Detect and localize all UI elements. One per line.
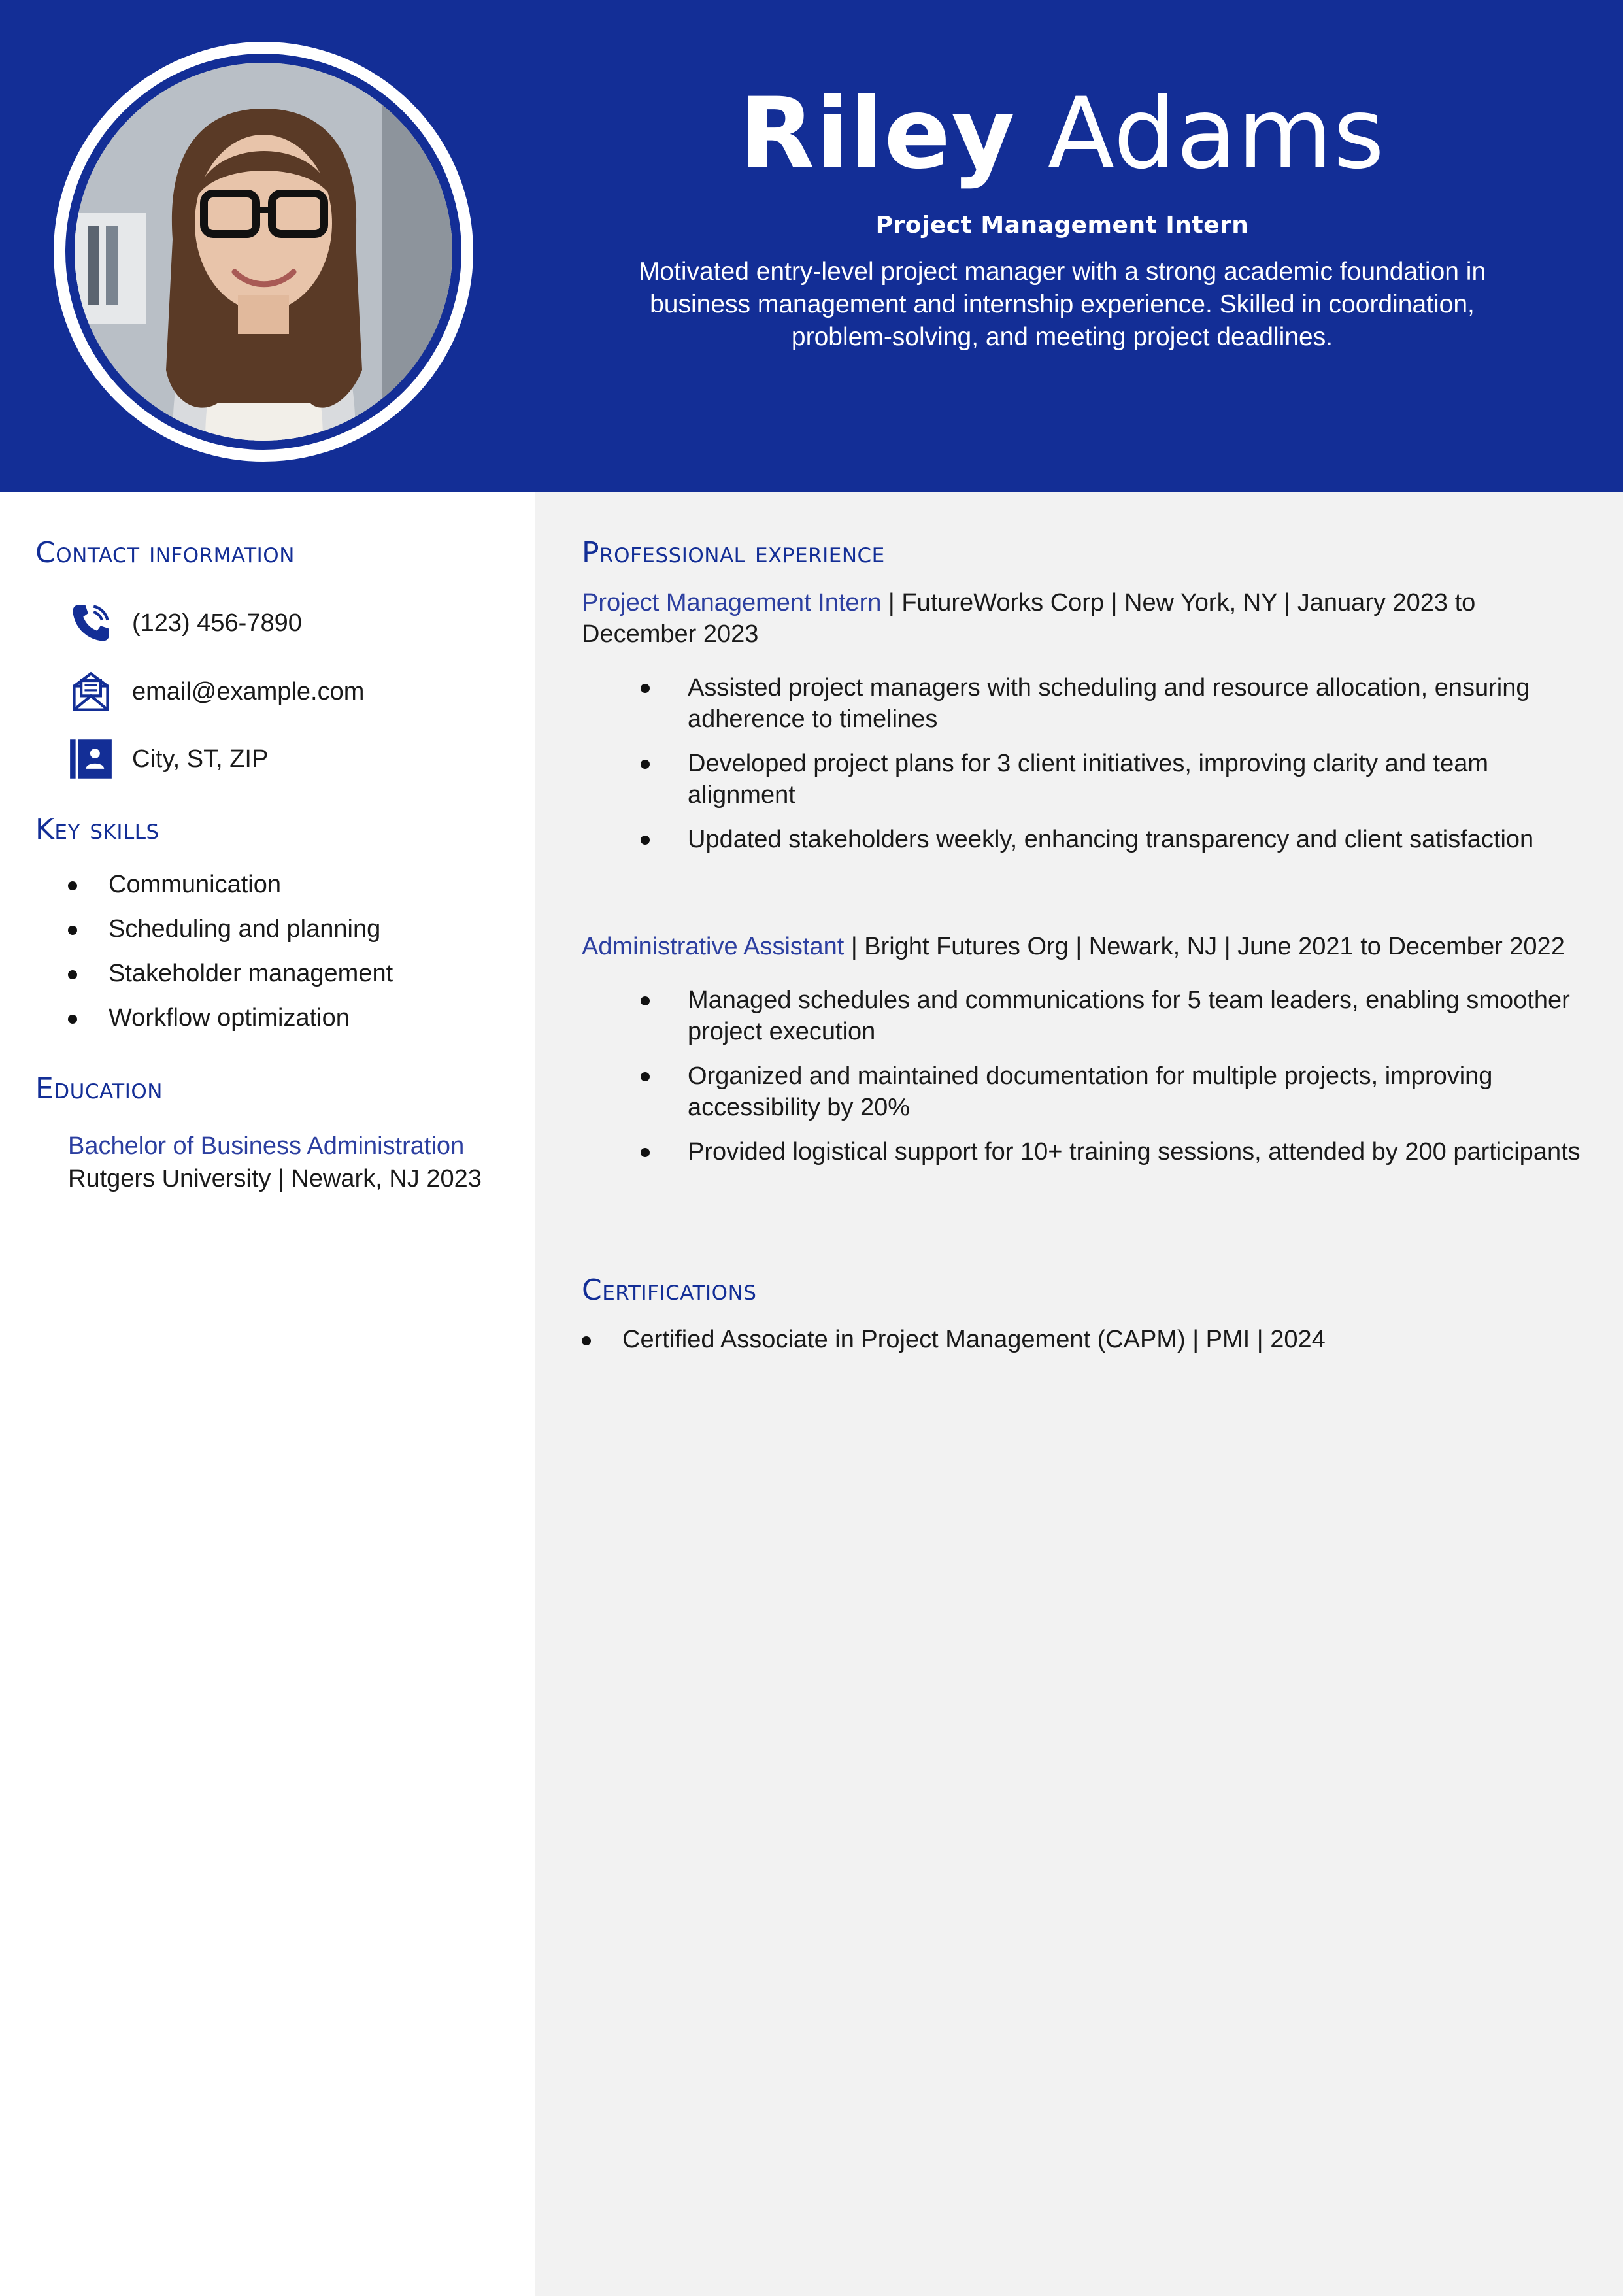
certifications-list (582, 1323, 1588, 1356)
list-item: Developed project plans for 3 client initiatives, improving clarity and team alignment (641, 748, 1588, 811)
list-item: Updated stakeholders weekly, enhancing transparency and client satisfaction (641, 824, 1588, 855)
phone-text: (123) 456-7890 (132, 609, 302, 637)
list-item: Assisted project managers with scheduling and resource allocation, ensuring adherence to timelines (641, 672, 1588, 735)
candidate-name (588, 77, 1536, 191)
list-item: Stakeholder management (68, 957, 393, 1002)
email-text: email@example.com (132, 677, 365, 705)
skills-list (68, 868, 393, 1046)
address-text: City, ST, ZIP (132, 745, 269, 773)
job-role: Administrative Assistant (582, 933, 845, 960)
job-bullets (641, 672, 1588, 855)
list-item: Organized and maintained documentation for multiple projects, improving accessibility by 20% (641, 1060, 1588, 1123)
education-degree: Bachelor of Business Administration (68, 1132, 465, 1160)
profile-photo (75, 63, 452, 441)
list-item: Managed schedules and communications for 5 team leaders, enabling smoother project execution (641, 985, 1588, 1047)
phone-icon (68, 600, 114, 646)
contact-section-title: Contact information (35, 536, 295, 569)
list-item: Scheduling and planning (68, 913, 393, 957)
job-entry (582, 587, 1588, 868)
job-bullets (641, 985, 1588, 1168)
first-name: Riley (739, 77, 1016, 191)
list-item: Provided logistical support for 10+ training sessions, attended by 200 participants (641, 1136, 1588, 1168)
contact-address (68, 736, 268, 782)
list-item: Communication (68, 868, 393, 913)
skills-section-title: Key skills (35, 813, 159, 846)
job-heading (582, 931, 1588, 962)
header-text (588, 77, 1536, 354)
contact-email (68, 669, 364, 715)
envelope-icon (68, 669, 114, 715)
sidebar (0, 492, 535, 2296)
main-content (535, 492, 1623, 2296)
certifications-section-title: Certifications (582, 1274, 757, 1307)
education-school: Rutgers University | Newark, NJ 2023 (68, 1165, 482, 1192)
last-name: Adams (1047, 77, 1385, 191)
job-details: | FutureWorks Corp | New York, NY | January 2023 to December 2023 (582, 589, 1476, 648)
job-role: Project Management Intern (582, 589, 882, 616)
experience-section-title: Professional experience (582, 536, 885, 569)
job-title: Project Management Intern (875, 212, 1249, 239)
job-entry (582, 931, 1588, 1181)
header-banner (0, 0, 1623, 492)
summary: Motivated entry-level project manager with a strong academic foundation in business management and internship experience. Skilled in coordination, problem-solving, and meeting project deadlines. (638, 258, 1486, 351)
list-item: Workflow optimization (68, 1002, 393, 1046)
profile-photo-frame (54, 42, 473, 462)
education-section-title: Education (35, 1072, 163, 1106)
job-heading (582, 587, 1588, 650)
address-card-icon (68, 736, 114, 782)
contact-phone (68, 600, 302, 646)
job-details: | Bright Futures Org | Newark, NJ | June 2021 to December 2022 (844, 933, 1565, 960)
list-item: Certified Associate in Project Management (CAPM) | PMI | 2024 (582, 1323, 1588, 1356)
